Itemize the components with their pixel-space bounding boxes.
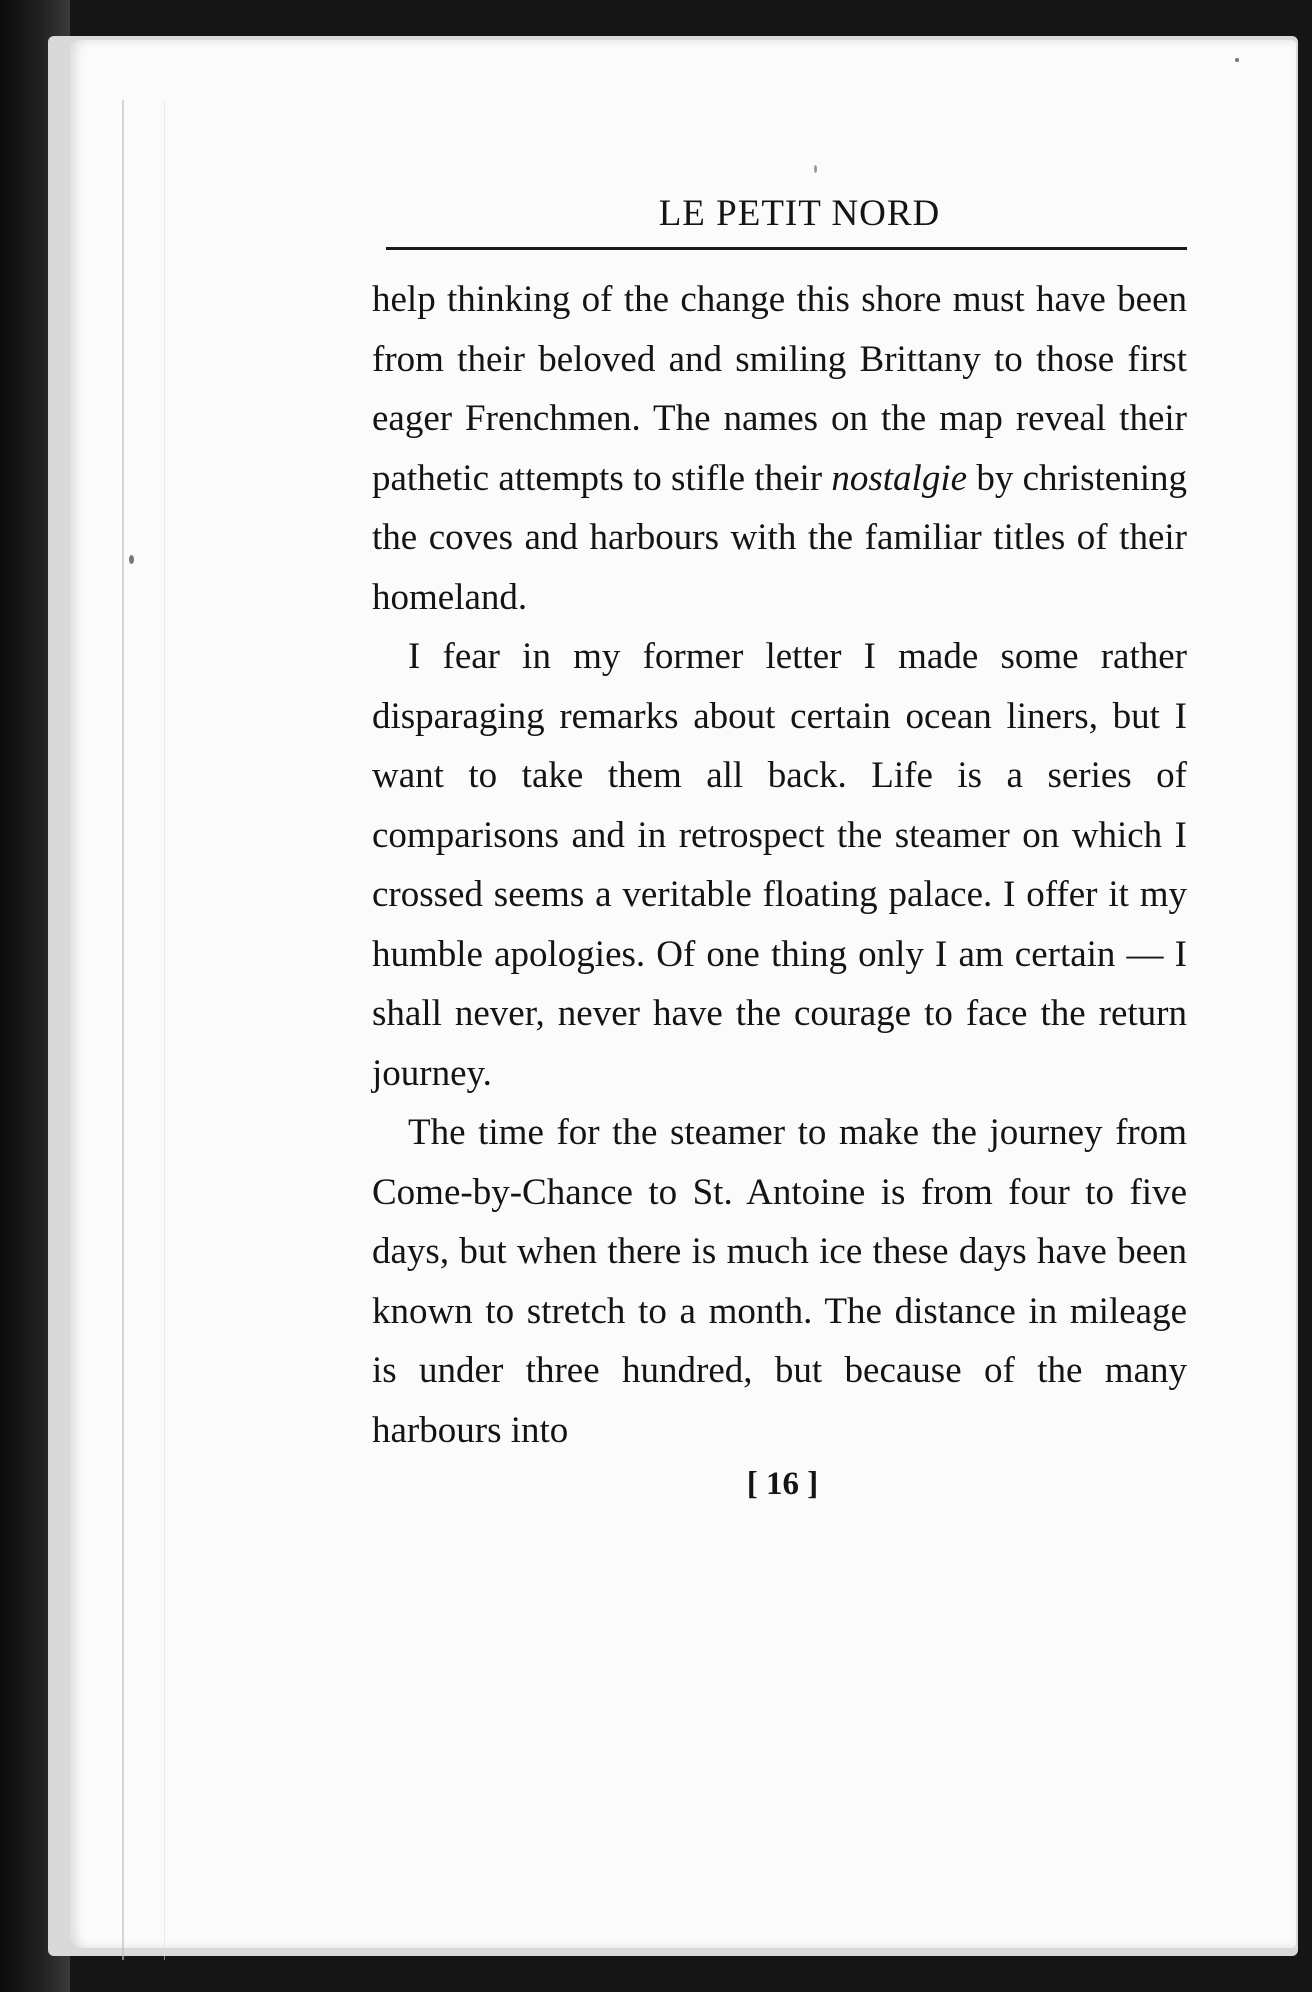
dust-speck <box>1235 58 1239 62</box>
paragraph-3 <box>372 1103 1187 1460</box>
paragraph-2-text: I fear in my former letter I made some rather disparaging remarks about certain ocean liners, but I want to take them all back. Life is a series of comparisons and in retrospect the steamer on which I crossed seems a veritable floating palace. I offer it my humble apologies. Of one thing only I am certain — I shall never, never have the courage to face the return journey. <box>372 636 1187 1094</box>
paragraph-1 <box>372 270 1187 627</box>
dust-speck <box>814 165 817 173</box>
italic-word-nostalgie: nostalgie <box>831 457 968 499</box>
dust-speck <box>129 555 134 564</box>
paragraph-1-text-2: by christening the coves and harbours with the familiar titles of their homeland. <box>372 457 1187 618</box>
running-head: LE PETIT NORD <box>658 193 941 234</box>
paragraph-1-text-1: help thinking of the change this shore must have been from their beloved and smiling Brittany to those first eager Frenchmen. The names on the map reveal their pathetic attempts to stifle their <box>372 279 1187 499</box>
page-gutter-lines <box>122 100 165 1960</box>
paragraph-3-text: The time for the steamer to make the journey from Come-by-Chance to St. Antoine is from four to five days, but when there is much ice these days have been known to stretch to a month. The distance in mileage is under three hundred, but because of the many harbours into <box>372 1112 1187 1451</box>
paragraph-2 <box>372 627 1187 1103</box>
text-block <box>372 192 1187 1503</box>
page-number: [ 16 ] <box>746 1466 819 1502</box>
header-rule <box>386 247 1187 250</box>
